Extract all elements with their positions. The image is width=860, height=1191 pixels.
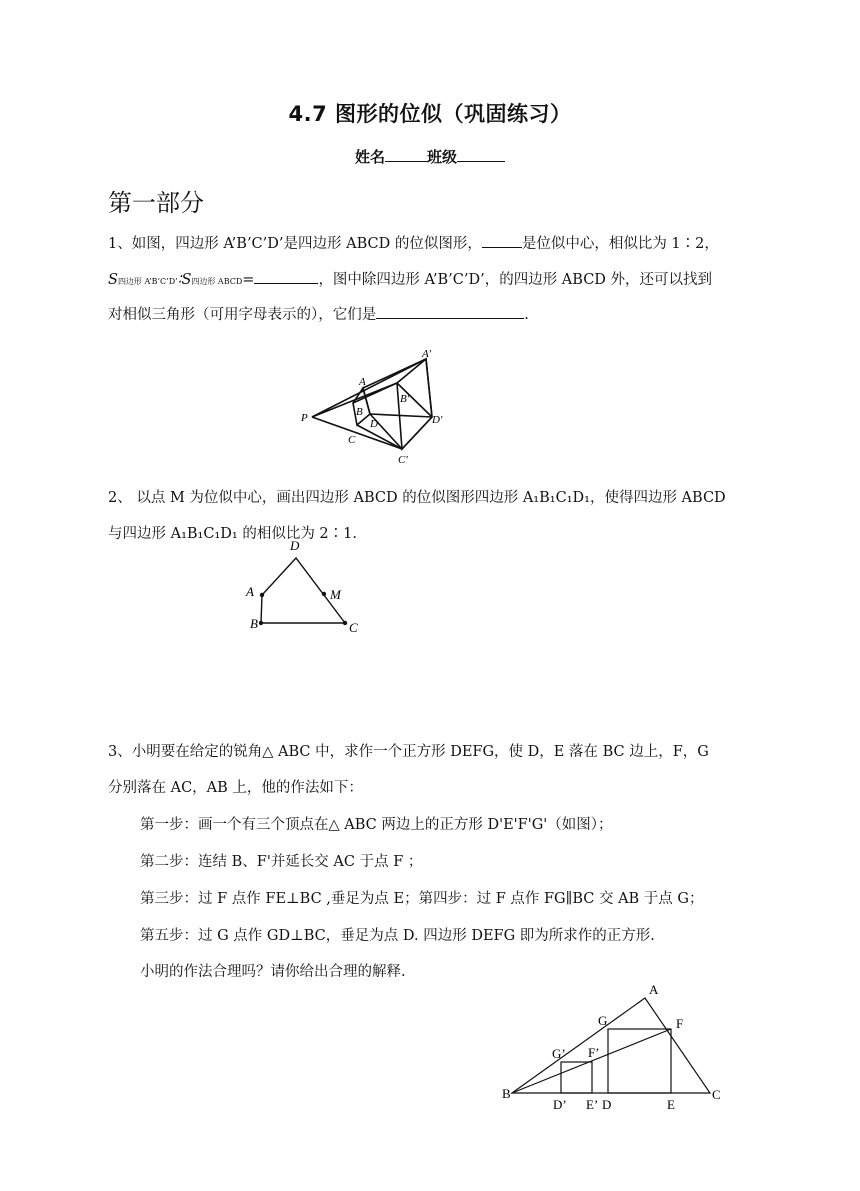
q1-label-A2: A′ xyxy=(422,348,432,360)
q2-label-C: C xyxy=(349,620,358,635)
class-label: 班级 xyxy=(427,148,458,166)
section-heading: 第一部分 xyxy=(108,189,204,217)
q1-area-eq: = xyxy=(242,272,255,288)
q3-step3: 第三步：过 F 点作 FE⊥BC ,垂足为点 E；第四步：过 F 点作 FG∥BC 交 AB 于点 G； xyxy=(140,891,704,907)
q1-area-colon: ∶S xyxy=(177,272,192,288)
q1-label-C2: C′ xyxy=(398,454,408,466)
q2-figure xyxy=(240,538,370,638)
q1-area-s1: S xyxy=(108,272,118,288)
q1-text-c: ，图中除四边形 A’B’C’D’，的四边形 ABCD 外，还可以找到 xyxy=(318,272,713,288)
q1-line2 xyxy=(108,268,712,289)
q1-blank-ratio[interactable] xyxy=(254,269,318,284)
q2-point-M xyxy=(322,592,326,596)
q3-step2: 第二步：连结 B、F'并延长交 AC 于点 F ； xyxy=(140,854,423,870)
name-blank[interactable] xyxy=(385,161,427,162)
q2-line2: 与四边形 A₁B₁C₁D₁ 的相似比为 2∶1. xyxy=(108,526,357,542)
q1-text-d: 对相似三角形（可用字母表示的），它们是 xyxy=(108,307,377,323)
q2-label-B: B xyxy=(250,616,258,631)
q1-blank-triangles[interactable] xyxy=(376,304,524,319)
q2-line1: 2、 以点 M 为位似中心，画出四边形 ABCD 的位似图形四边形 A₁B₁C₁D₁，使得四边形 ABCD xyxy=(108,490,726,506)
name-class-row xyxy=(0,146,860,167)
q2-label-D: D xyxy=(290,538,300,553)
q3-figure xyxy=(497,978,737,1118)
q1-text-b: 是位似中心，相似比为 1∶2， xyxy=(521,236,719,252)
q1-text-e: . xyxy=(524,307,529,323)
q3-square-defg xyxy=(608,1029,671,1093)
q3-line1: 3、小明要在给定的锐角△ ABC 中，求作一个正方形 DEFG，使 D，E 落在 BC 边上，F，G xyxy=(108,744,709,760)
q2-label-A: A xyxy=(246,584,254,599)
q3-label-C: C xyxy=(712,1087,721,1102)
q3-label-D1: D’ xyxy=(553,1097,567,1112)
q1-label-C: C xyxy=(348,434,356,446)
q1-line1 xyxy=(108,232,719,253)
q3-label-A: A xyxy=(649,982,659,997)
q1-area-sub1: 四边形 A’B’C’D’ xyxy=(117,277,178,286)
q3-label-G: G xyxy=(598,1013,608,1028)
class-blank[interactable] xyxy=(457,161,505,162)
q3-label-F: F xyxy=(676,1016,684,1031)
q1-line3 xyxy=(108,303,529,324)
q3-label-F1: F’ xyxy=(588,1045,600,1060)
q1-label-B: B xyxy=(356,406,363,418)
q1-blank-center[interactable] xyxy=(482,233,522,248)
q3-step5: 第五步：过 G 点作 GD⊥BC，垂足为点 D. 四边形 DEFG 即为所求作的正方形. xyxy=(140,928,655,944)
q1-label-P: P xyxy=(301,412,308,424)
q3-line2: 分别落在 AC，AB 上，他的作法如下： xyxy=(108,780,363,796)
q1-figure xyxy=(290,343,460,468)
q3-label-G1: G’ xyxy=(552,1046,566,1061)
q1-label-B2: B′ xyxy=(400,393,410,405)
q1-label-A: A xyxy=(359,376,366,388)
q1-label-D2: D′ xyxy=(432,414,443,426)
page-title: 4.7 图形的位似（巩固练习） xyxy=(288,102,572,126)
name-label: 姓名 xyxy=(354,148,385,166)
q3-triangle-abc xyxy=(512,998,710,1093)
q3-question: 小明的作法合理吗？请你给出合理的解释. xyxy=(140,964,406,980)
q3-label-B: B xyxy=(502,1086,511,1101)
q1-text-a: 1、如图，四边形 A’B’C’D’是四边形 ABCD 的位似图形， xyxy=(108,236,482,252)
q3-label-E1: E’ xyxy=(586,1097,599,1112)
q1-label-D: D xyxy=(370,418,378,430)
q3-step1: 第一步：画一个有三个顶点在△ ABC 两边上的正方形 D'E'F'G'（如图）； xyxy=(140,817,613,833)
q1-area-sub2: 四边形 ABCD xyxy=(191,277,243,286)
q3-label-E: E xyxy=(667,1097,675,1112)
q2-label-M: M xyxy=(330,587,341,602)
q3-label-D: D xyxy=(602,1097,612,1112)
